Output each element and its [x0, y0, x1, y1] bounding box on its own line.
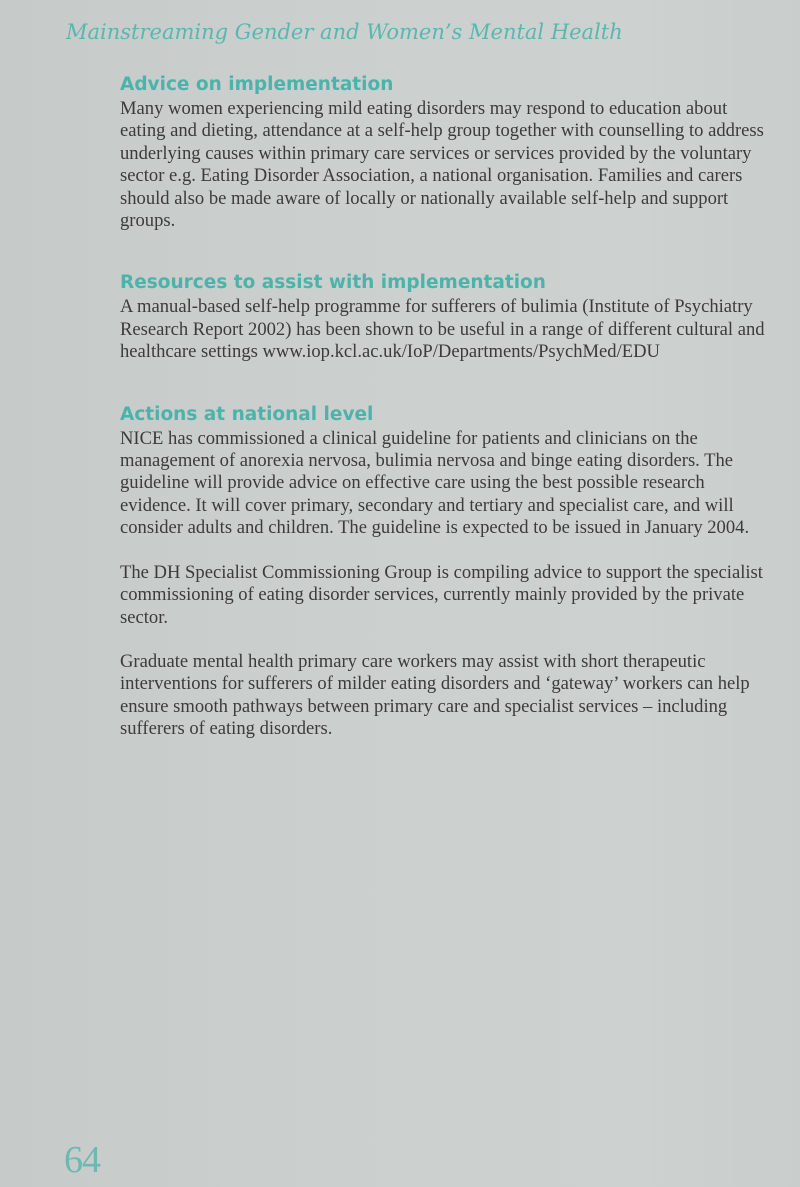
running-header: Mainstreaming Gender and Women’s Mental Health: [66, 20, 623, 44]
body-paragraph: Graduate mental health primary care workers may assist with short therapeutic interventions for sufferers of milder eating disorders and ‘gateway’ workers can help ensure smooth pathways between primary care and specialist services – including sufferers of eating disorders.: [120, 650, 750, 740]
section-advice-on-implementation: [120, 72, 770, 232]
main-content: [120, 72, 770, 741]
section-heading: Actions at national level: [120, 403, 374, 425]
page-number: 64: [64, 1139, 100, 1181]
section-resources: [120, 270, 770, 363]
body-paragraph: The DH Specialist Commissioning Group is compiling advice to support the specialist commissioning of eating disorder services, currently mainly provided by the private sector.: [120, 561, 763, 628]
section-national-actions: [120, 402, 770, 741]
body-paragraph: NICE has commissioned a clinical guideline for patients and clinicians on the management of anorexia nervosa, bulimia nervosa and binge eating disorders. The guideline will provide advice on effective care using the best possible research evidence. It will cover primary, secondary and tertiary and specialist care, and will consider adults and children. The guideline is expected to be issued in January 2004.: [120, 427, 750, 539]
body-paragraph: A manual-based self-help programme for sufferers of bulimia (Institute of Psychiatry Research Report 2002) has been shown to be useful in a range of different cultural and healthcare settings www.iop.kcl.ac.uk/IoP/Departments/PsychMed/EDU: [120, 296, 765, 363]
body-paragraph: Many women experiencing mild eating disorders may respond to education about eating and dieting, attendance at a self-help group together with counselling to address underlying causes within primary care services or services provided by the voluntary sector e.g. Eating Disorder Association, a national organisation. Families and carers should also be made aware of locally or nationally available self-help and support groups.: [120, 98, 764, 232]
section-heading: Resources to assist with implementation: [120, 272, 546, 294]
section-heading: Advice on implementation: [120, 74, 394, 95]
